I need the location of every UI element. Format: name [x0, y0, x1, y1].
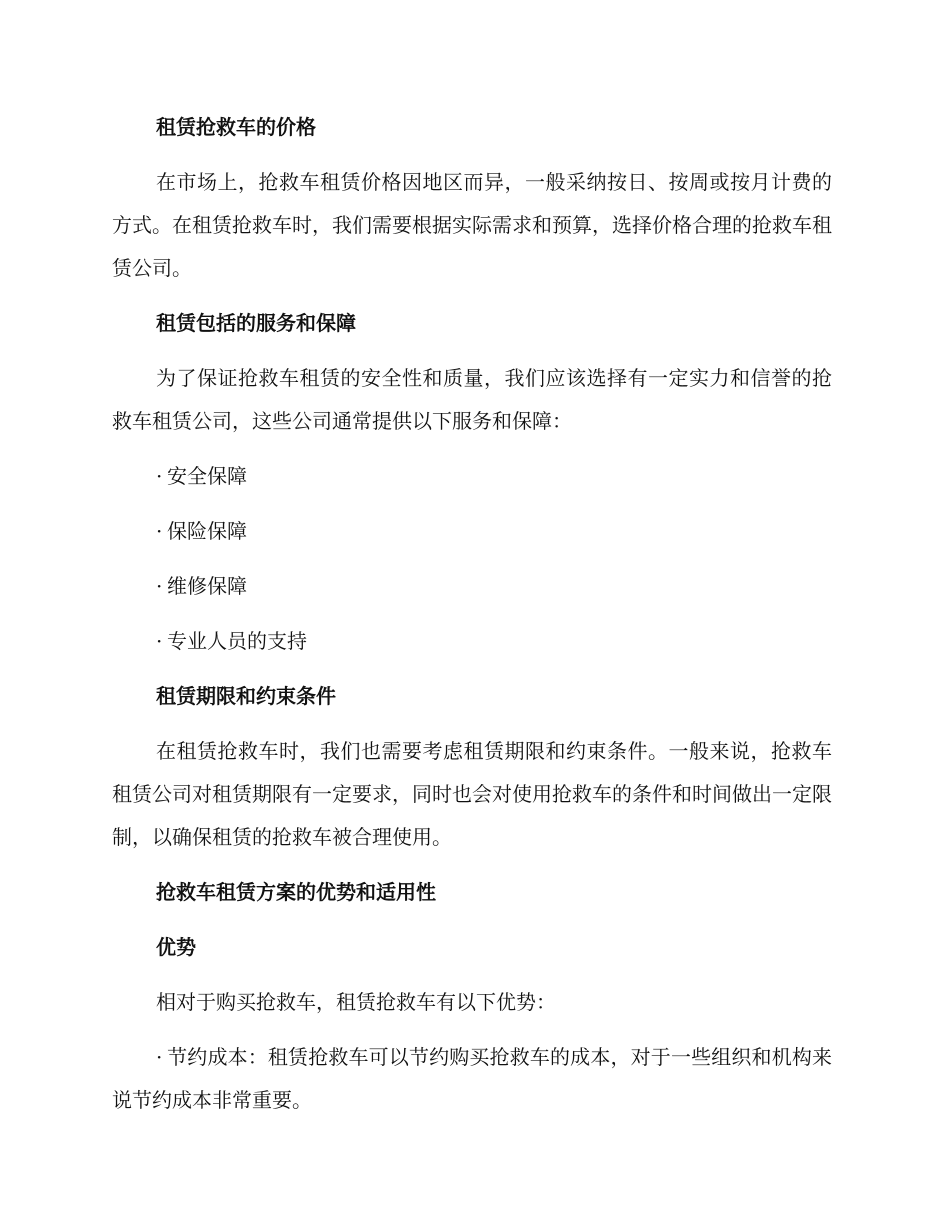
section-paragraph-services: 为了保证抢救车租赁的安全性和质量，我们应该选择有一定实力和信誉的抢救车租赁公司，这些公司通常提供以下服务和保障：: [112, 366, 832, 433]
section-heading-price: 租赁抢救车的价格: [156, 115, 316, 139]
section-paragraph-price: 在市场上，抢救车租赁价格因地区而异，一般采纳按日、按周或按月计费的方式。在租赁抢救车时，我们需要根据实际需求和预算，选择价格合理的抢救车租赁公司。: [112, 170, 832, 280]
list-item: [112, 1036, 832, 1122]
bullet-icon: ·: [156, 1045, 163, 1069]
section-paragraph-terms: 在租赁抢救车时，我们也需要考虑租赁期限和约束条件。一般来说，抢救车租赁公司对租赁期限有一定要求，同时也会对使用抢救车的条件和时间做出一定限制，以确保租赁的抢救车被合理使用。: [112, 739, 832, 849]
list-item: [112, 565, 832, 608]
bullet-icon: ·: [156, 574, 163, 598]
bullet-icon: ·: [156, 464, 163, 488]
list-item: [112, 510, 832, 553]
list-item-text: 保险保障: [167, 519, 247, 543]
bullet-icon: ·: [156, 629, 163, 653]
list-item: [112, 455, 832, 498]
section-heading-terms: 租赁期限和约束条件: [156, 684, 336, 708]
list-item-text: 安全保障: [167, 464, 247, 488]
document-body: [112, 106, 832, 1134]
list-item: [112, 620, 832, 663]
section-heading-services: 租赁包括的服务和保障: [156, 311, 356, 335]
list-item-text: 维修保障: [167, 574, 247, 598]
section-paragraph-advantages: 相对于购买抢救车，租赁抢救车有以下优势：: [156, 990, 556, 1014]
section-heading-advantages-applicability: 抢救车租赁方案的优势和适用性: [156, 880, 436, 904]
section-heading-advantages: 优势: [156, 935, 196, 959]
list-item-text: 节约成本：租赁抢救车可以节约购买抢救车的成本，对于一些组织和机构来说节约成本非常重要。: [112, 1045, 832, 1112]
list-item-text: 专业人员的支持: [167, 629, 307, 653]
bullet-icon: ·: [156, 519, 163, 543]
